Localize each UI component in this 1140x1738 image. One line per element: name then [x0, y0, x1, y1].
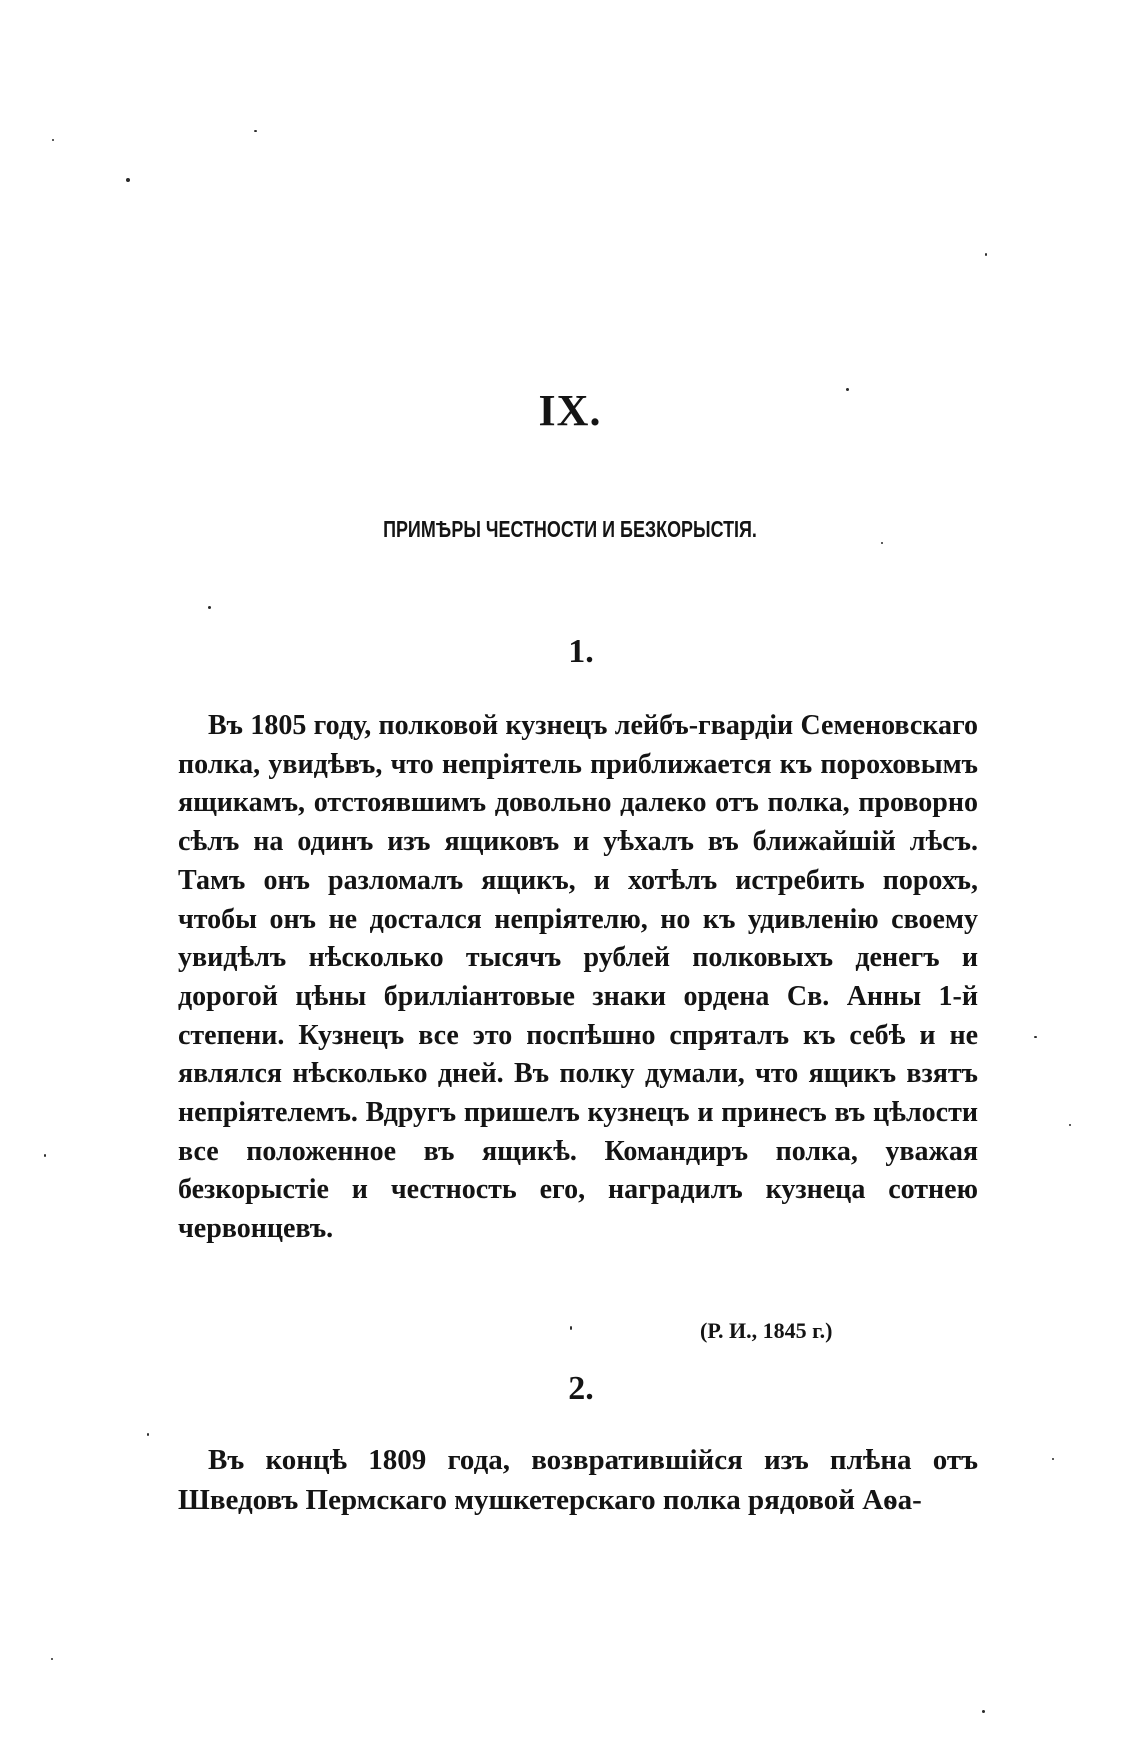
scan-speck — [44, 1154, 46, 1157]
scan-speck — [1034, 1036, 1037, 1038]
section-paragraph: Въ концѣ 1809 года, возвратившійся изъ плѣна отъ Шведовъ Пермскаго мушкетерскаго полка рядовой Аѳа- — [178, 1444, 978, 1516]
scan-speck — [52, 139, 54, 141]
scan-speck — [254, 130, 257, 132]
chapter-numeral: IX. — [538, 386, 602, 435]
scan-speck — [985, 253, 987, 256]
scan-speck — [147, 1433, 149, 1436]
scan-speck — [126, 178, 130, 182]
scan-speck — [570, 1326, 572, 1330]
scan-speck — [51, 1658, 53, 1660]
scan-speck — [982, 1710, 985, 1713]
scan-speck — [208, 606, 211, 609]
scan-speck — [1052, 1458, 1054, 1460]
scan-speck — [1069, 1124, 1071, 1126]
chapter-title: ПРИМѢРЫ ЧЕСТНОСТИ И БЕЗКОРЫСТІЯ. — [383, 516, 757, 542]
source-citation: (Р. И., 1845 г.) — [700, 1318, 833, 1343]
section-number: 1. — [568, 633, 594, 670]
section-number: 2. — [568, 1370, 594, 1407]
section-paragraph: Въ 1805 году, полковой кузнецъ лейбъ-гвардіи Семеновскаго полка, увидѣвъ, что непріятель приближается къ пороховымъ ящикамъ, отстоявшимъ довольно далеко отъ полка, проворно сѣлъ на одинъ изъ ящиковъ и уѣхалъ въ ближайшій лѣсъ. Тамъ онъ разломалъ ящикъ, и хотѣлъ истребить порохъ, чтобы онъ не достался непріятелю, но къ удивленію своему увидѣлъ нѣсколько тысячъ рублей полковыхъ денегъ и дорогой цѣны брилліантовые знаки ордена Св. Анны 1-й степени. Кузнецъ все это поспѣшно спряталъ къ себѣ и не являлся нѣсколько дней. Въ полку думали, что ящикъ взятъ непріятелемъ. Вдругъ пришелъ кузнецъ и принесъ въ цѣлости все положенное въ ящикѣ. Командиръ полка, уважая безкорыстіе и честность его, наградилъ кузнеца сотнею червонцевъ. — [178, 710, 978, 1245]
